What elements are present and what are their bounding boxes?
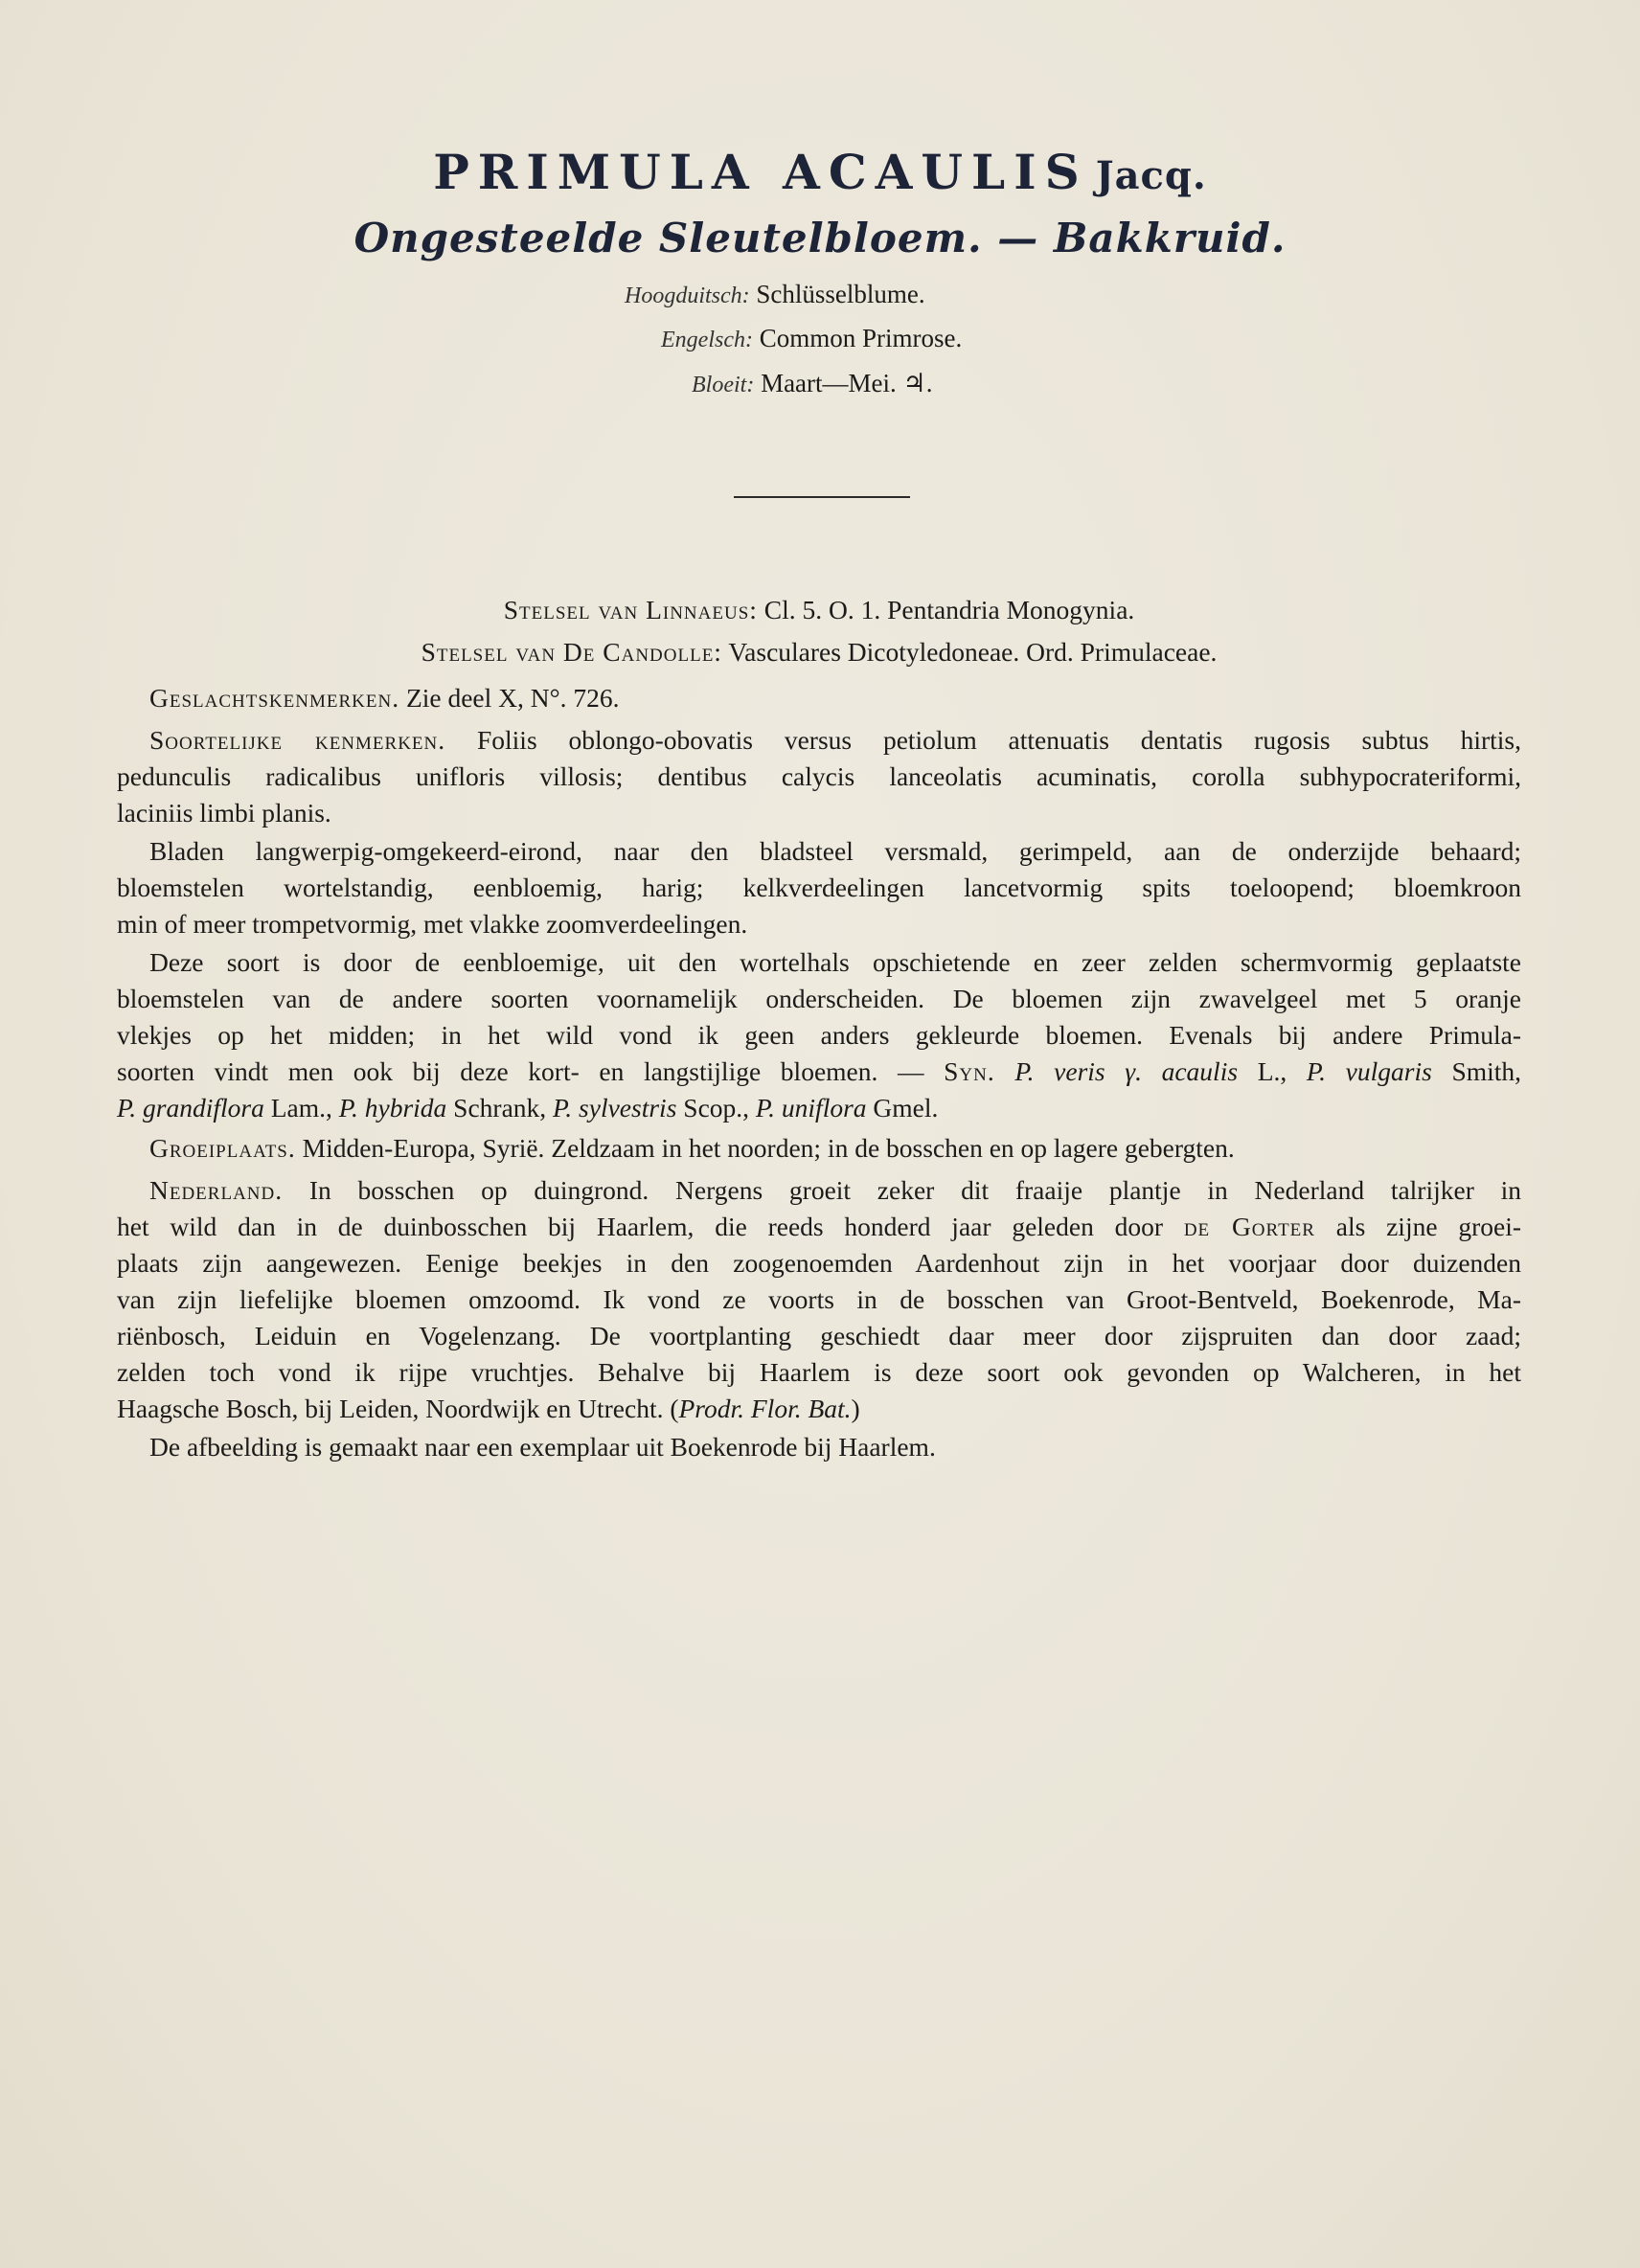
notes-line-4 [117,1054,1521,1090]
synonym-4-name: P. hybrida [338,1093,447,1123]
species-line-3: laciniis limbi planis. [117,798,331,828]
species-author: Jacq. [1095,153,1207,198]
closing-note: De afbeelding is gemaakt naar een exemplaar uit Boekenrode bij Haarlem. [149,1432,936,1462]
candolle-value: Vasculares Dicotyledoneae. Ord. Primulaceae. [728,637,1218,667]
bloom-period [692,364,932,404]
dutch-desc-line-1: Bladen langwerpig-omgekeerd-eirond, naar den bladsteel versmald, gerimpeld, aan de onderzijde behaard; [149,836,1521,866]
netherlands-line-3: plaats zijn aangewezen. Eenige beekjes in den zoogenoemden Aardenhout zijn in het voorjaar door duizenden [117,1248,1521,1278]
netherlands-text-7a: Haagsche Bosch, bij Leiden, Noordwijk en Utrecht. ( [117,1394,679,1423]
english-label: Engelsch: [661,328,753,352]
species-title: PRIMULA ACAULIS [433,144,1088,200]
synonym-6-name: P. uniflora [755,1093,867,1123]
synonym-6-author: Gmel. [873,1093,939,1123]
bloom-value: Maart—Mei. ♃. [761,369,933,397]
synonym-3-author: Lam., [270,1093,332,1123]
netherlands-text-2b: als zijne groei- [1335,1212,1521,1241]
netherlands-author-name: de Gorter [1183,1212,1315,1241]
habitat [149,1130,1235,1167]
netherlands-line-2 [117,1209,1521,1245]
species-line-2: pedunculis radicalibus unifloris villosis; dentibus calycis lanceolatis acuminatis, corolla subhypocrateriformi, [117,761,1521,791]
notes-line-2: bloemstelen van de andere soorten voornamelijk onderscheiden. De bloemen zijn zwavelgeel met 5 oranje [117,984,1521,1013]
netherlands-text-7b: ) [851,1394,860,1423]
notes-line-1: Deze soort is door de eenbloemige, uit den wortelhals opschietende en zeer zelden schermvormig geplaatste [149,947,1521,977]
linnaeus-system [117,592,1521,628]
synonym-label: Syn. [944,1056,995,1086]
netherlands-line-1 [149,1172,1521,1209]
title-line [0,144,1640,211]
divider-rule [734,496,910,498]
synonym-3-name: P. grandiflora [117,1093,264,1123]
species-text-1: Foliis oblongo-obovatis versus petiolum attenuatis dentatis rugosis subtus hirtis, [476,725,1522,755]
netherlands-text-1: In bosschen op duingrond. Nergens groeit zeker dit fraaije plantje in Nederland talrijker in [308,1175,1521,1205]
notes-text-4: soorten vindt men ook bij deze kort- en langstijlige bloemen. — [117,1056,924,1086]
habitat-label: Groeiplaats. [149,1133,296,1163]
english-value: Common Primrose. [759,324,963,352]
netherlands-text-2a: het wild dan in de duinbosschen bij Haarlem, die reeds honderd jaar geleden door [117,1212,1164,1241]
english-name [661,319,962,359]
candolle-label: Stelsel van De Candolle: [421,637,722,667]
synonym-2-name: P. vulgaris [1306,1056,1432,1086]
synonym-5-name: P. sylvestris [553,1093,677,1123]
notes-line-5 [117,1090,938,1126]
netherlands-line-6: zelden toch vond ik rijpe vruchtjes. Behalve bij Haarlem is deze soort ook gevonden op Walcheren, in het [117,1357,1521,1387]
netherlands-line-4: van zijn liefelijke bloemen omzoomd. Ik vond ze voorts in de bosschen van Groot-Bentveld, Boekenrode, Ma- [117,1284,1521,1314]
genus-text: Zie deel X, N°. 726. [405,683,620,713]
german-name [625,275,925,315]
synonym-2-author: Smith, [1451,1056,1522,1086]
dutch-desc-line-2: bloemstelen wortelstandig, eenbloemig, harig; kelkverdeelingen lancetvormig spits toeloopend; bloemkroon [117,873,1521,902]
synonym-5-author: Scop., [683,1093,750,1123]
netherlands-line-7 [117,1391,860,1427]
netherlands-line-5: riënbosch, Leiduin en Vogelenzang. De voortplanting geschiedt daar meer door zijspruiten dan door zaad; [117,1321,1521,1350]
bloom-label: Bloeit: [692,373,755,397]
synonym-1-author: L., [1257,1056,1287,1086]
candolle-system [117,634,1521,670]
netherlands-reference: Prodr. Flor. Bat. [678,1394,852,1423]
german-label: Hoogduitsch: [625,284,750,308]
species-label: Soortelijke kenmerken. [149,725,446,755]
german-value: Schlüsselblume. [756,280,925,308]
dutch-desc-line-3: min of meer trompetvormig, met vlakke zoomverdeelingen. [117,909,748,939]
vernacular-title: Ongesteelde Sleutelbloem. — Bakkruid. [353,215,1287,261]
linnaeus-label: Stelsel van Linnaeus: [503,595,758,624]
synonym-1-name: P. veris γ. acaulis [1014,1056,1239,1086]
species-line-1 [149,722,1521,759]
synonym-4-author: Schrank, [453,1093,547,1123]
netherlands-label: Nederland. [149,1175,284,1205]
genus-characters [149,680,620,716]
genus-label: Geslachtskenmerken. [149,683,400,713]
linnaeus-value: Cl. 5. O. 1. Pentandria Monogynia. [763,595,1135,624]
habitat-text: Midden-Europa, Syrië. Zeldzaam in het noorden; in de bosschen en op lagere gebergten. [302,1133,1235,1163]
notes-line-3: vlekjes op het midden; in het wild vond ik geen anders gekleurde bloemen. Evenals bij andere Primula- [117,1020,1521,1050]
